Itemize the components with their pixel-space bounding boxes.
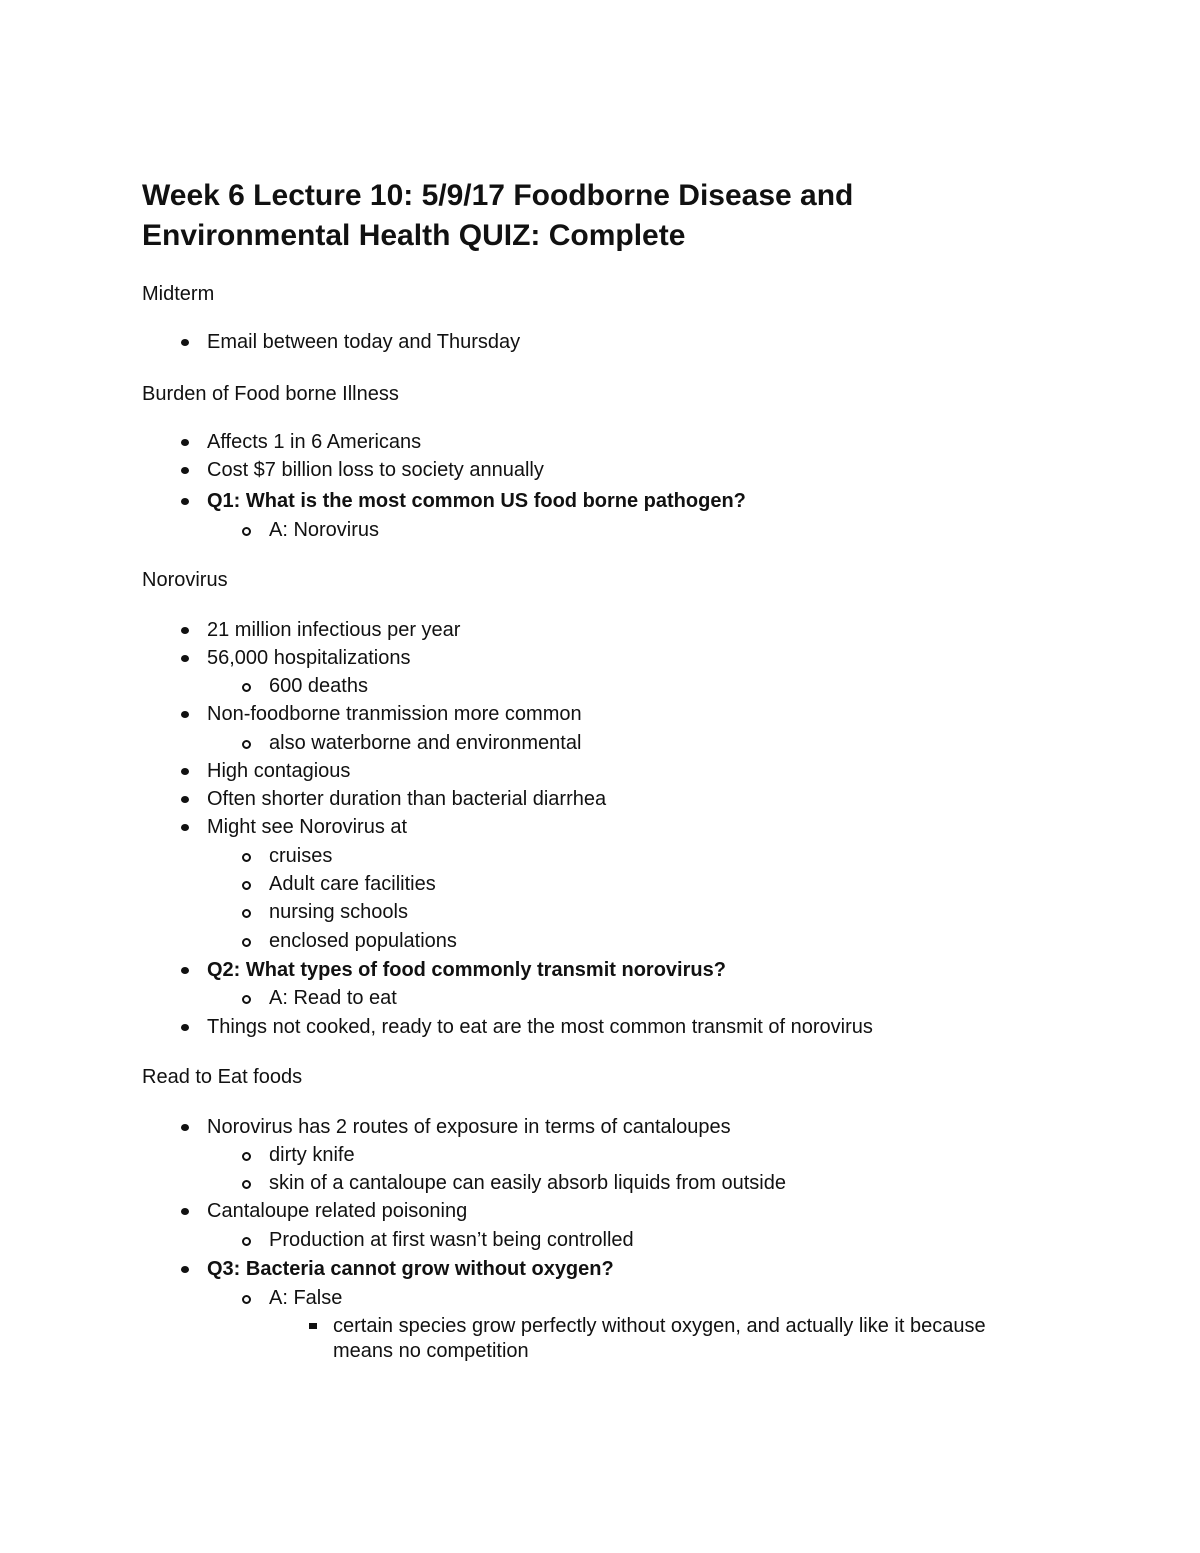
hollow-bullet-icon — [242, 995, 251, 1004]
list-item: Norovirus has 2 routes of exposure in terms of cantaloupes — [207, 1115, 731, 1140]
hollow-bullet-icon — [242, 740, 251, 749]
quiz-question: Q1: What is the most common US food borne pathogen? — [207, 489, 746, 514]
section-heading-midterm: Midterm — [142, 283, 215, 305]
bullet-icon — [181, 824, 189, 831]
list-item: dirty knife — [269, 1143, 355, 1168]
bullet-icon — [181, 1024, 189, 1031]
hollow-bullet-icon — [242, 909, 251, 918]
list-item: certain species grow perfectly without oxygen, and actually like it because means no competition — [333, 1314, 1013, 1364]
bullet-icon — [181, 796, 189, 803]
hollow-bullet-icon — [242, 1295, 251, 1304]
bullet-icon — [181, 467, 189, 474]
bullet-icon — [181, 655, 189, 662]
hollow-bullet-icon — [242, 1237, 251, 1246]
hollow-bullet-icon — [242, 1152, 251, 1161]
square-bullet-icon — [309, 1323, 317, 1329]
quiz-answer: A: Norovirus — [269, 518, 379, 543]
list-item: Affects 1 in 6 Americans — [207, 430, 421, 455]
list-item: also waterborne and environmental — [269, 731, 581, 756]
hollow-bullet-icon — [242, 853, 251, 862]
hollow-bullet-icon — [242, 527, 251, 536]
list-item: Things not cooked, ready to eat are the most common transmit of norovirus — [207, 1015, 873, 1040]
list-item: cruises — [269, 844, 332, 869]
list-item: Adult care facilities — [269, 872, 436, 897]
list-item: Non-foodborne tranmission more common — [207, 702, 582, 727]
hollow-bullet-icon — [242, 1180, 251, 1189]
bullet-icon — [181, 1124, 189, 1131]
quiz-question: Q2: What types of food commonly transmit norovirus? — [207, 958, 726, 983]
hollow-bullet-icon — [242, 683, 251, 692]
list-item: 56,000 hospitalizations — [207, 646, 410, 671]
bullet-icon — [181, 1208, 189, 1215]
list-item: Often shorter duration than bacterial diarrhea — [207, 787, 606, 812]
bullet-icon — [181, 711, 189, 718]
list-item: Might see Norovirus at — [207, 815, 407, 840]
title-line-1: Week 6 Lecture 10: 5/9/17 Foodborne Disease and — [142, 179, 854, 212]
list-item: High contagious — [207, 759, 350, 784]
list-item: 600 deaths — [269, 674, 368, 699]
list-item: 21 million infectious per year — [207, 618, 460, 643]
list-item: Production at first wasn’t being controlled — [269, 1228, 634, 1253]
list-item: Cost $7 billion loss to society annually — [207, 458, 544, 483]
list-item: Cantaloupe related poisoning — [207, 1199, 467, 1224]
quiz-answer: A: Read to eat — [269, 986, 397, 1011]
hollow-bullet-icon — [242, 881, 251, 890]
bullet-icon — [181, 498, 189, 505]
bullet-icon — [181, 768, 189, 775]
bullet-icon — [181, 339, 189, 346]
section-heading-ready-to-eat: Read to Eat foods — [142, 1066, 303, 1088]
page-title — [142, 176, 1142, 256]
bullet-icon — [181, 439, 189, 446]
title-line-2: Environmental Health QUIZ: Complete — [142, 219, 686, 252]
quiz-question: Q3: Bacteria cannot grow without oxygen? — [207, 1257, 614, 1282]
list-item: Email between today and Thursday — [207, 330, 520, 355]
list-item: enclosed populations — [269, 929, 457, 954]
list-item: skin of a cantaloupe can easily absorb liquids from outside — [269, 1171, 786, 1196]
section-heading-burden: Burden of Food borne Illness — [142, 383, 399, 405]
list-item: nursing schools — [269, 900, 408, 925]
bullet-icon — [181, 1266, 189, 1273]
bullet-icon — [181, 627, 189, 634]
quiz-answer: A: False — [269, 1286, 342, 1311]
section-heading-norovirus: Norovirus — [142, 569, 228, 591]
bullet-icon — [181, 967, 189, 974]
hollow-bullet-icon — [242, 938, 251, 947]
